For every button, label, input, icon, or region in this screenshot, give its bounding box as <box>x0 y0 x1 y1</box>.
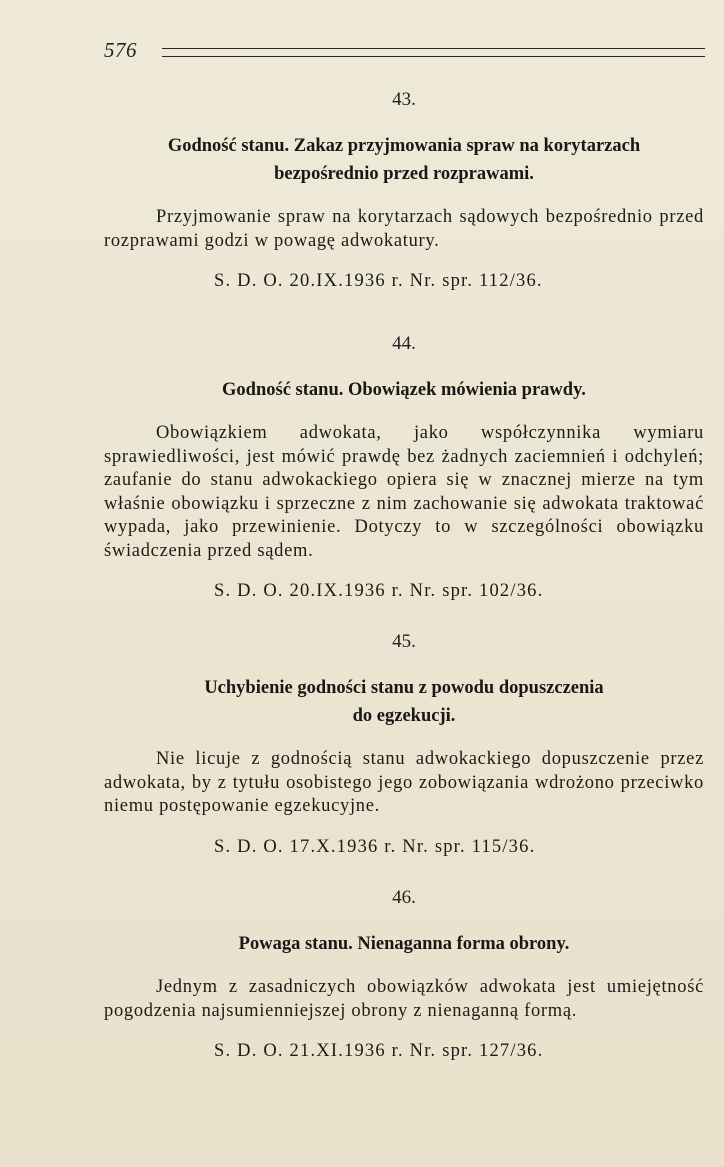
entry-number: 45. <box>392 631 416 652</box>
entry-reference: S. D. O. 20.IX.1936 r. Nr. spr. 112/36. <box>214 271 543 291</box>
ruling-entry-43 <box>104 88 704 293</box>
entry-reference: S. D. O. 17.X.1936 r. Nr. spr. 115/36. <box>214 836 536 857</box>
entry-body: Jednym z zasadniczych obowiązków adwokata jest umiejętność pogodzenia najsumienniejszej obrony z nienaganną formą. <box>104 977 704 1021</box>
ruling-entry-44 <box>104 332 704 603</box>
entry-title <box>104 930 704 958</box>
entry-number: 46. <box>392 887 416 908</box>
entry-body: Obowiązkiem adwokata, jako współczynnika wymiaru sprawiedliwości, jest mówić prawdę bez żadnych zaciemnień i odchyleń; zaufanie do stanu adwokackiego opiera się w znacznej mierze na tym właśnie obowiązku i sprzeczne z nim zachowanie się adwokata traktować wypada, jako przewinienie. Dotyczy to w szczególności obowiązku świadczenia przed sądem. <box>104 423 704 561</box>
header-rule <box>162 48 705 57</box>
entry-title <box>104 674 704 730</box>
entry-title <box>104 132 704 188</box>
page-number: 576 <box>104 38 137 62</box>
page-header <box>104 38 708 64</box>
entry-title-line: bezpośrednio przed rozprawami. <box>274 164 534 184</box>
entry-title-line: Powaga stanu. Nienaganna forma obrony. <box>238 934 570 954</box>
ruling-entry-46 <box>104 886 704 1063</box>
entry-reference: S. D. O. 20.IX.1936 r. Nr. spr. 102/36. <box>214 581 544 601</box>
entry-number: 43. <box>392 89 416 110</box>
entry-title-line: Godność stanu. Zakaz przyjmowania spraw na korytarzach <box>167 136 641 156</box>
entry-title <box>104 376 704 404</box>
entry-title-line: do egzekucji. <box>352 706 456 726</box>
entry-title-line: Uchybienie godności stanu z powodu dopuszczenia <box>204 678 604 698</box>
entry-title-line: Godność stanu. Obowiązek mówienia prawdy. <box>222 380 586 400</box>
entry-number: 44. <box>392 333 416 354</box>
entry-body: Przyjmowanie spraw na korytarzach sądowych bezpośrednio przed rozprawami godzi w powagę adwokatury. <box>104 207 704 251</box>
entry-body: Nie licuje z godnością stanu adwokackiego dopuszczenie przez adwokata, by z tytułu osobistego jego zobowiązania wdrożono przeciwko niemu postępowanie egzekucyjne. <box>104 749 704 816</box>
ruling-entry-45 <box>104 630 704 859</box>
entry-reference: S. D. O. 21.XI.1936 r. Nr. spr. 127/36. <box>214 1041 544 1061</box>
